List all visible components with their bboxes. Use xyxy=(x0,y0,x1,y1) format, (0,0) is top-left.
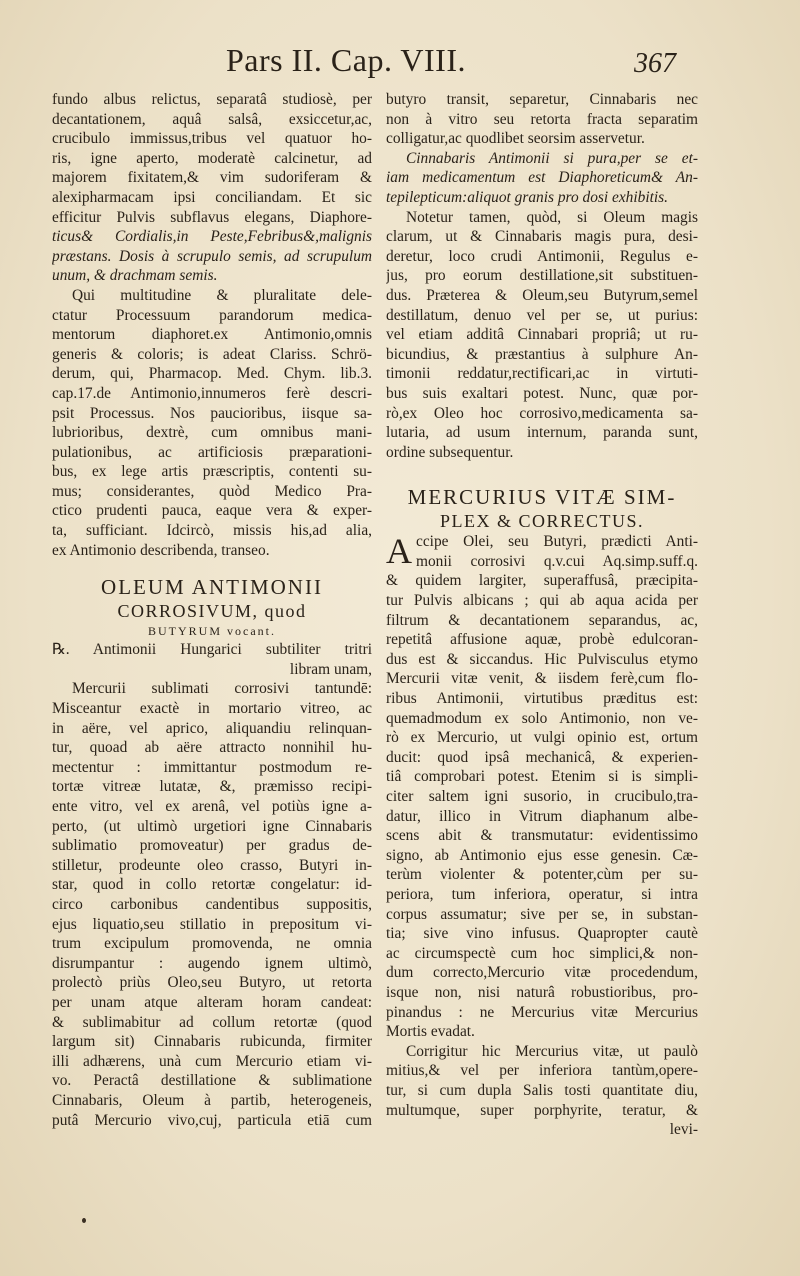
paragraph xyxy=(386,532,698,1041)
text-line: vel etiam additâ Cinnabari propriâ; ut ru- xyxy=(386,326,698,344)
text-line: monii corrosivi q.v.cui Aq.simp.suff.q. xyxy=(416,552,698,570)
text-line: Notetur tamen, quòd, si Oleum magis xyxy=(406,208,698,226)
section-subheading: CORROSIVUM, quod xyxy=(117,601,307,622)
text-line: majorem fixitatem,& vim sudoriferam & xyxy=(52,169,372,187)
text-line: terùm violenter & potenter,cùm per su- xyxy=(386,866,698,884)
text-line: ctico prudenti pauca, eaque vera & exper- xyxy=(52,502,372,520)
text-line: crucibulo immissus,tribus vel quatuor ho- xyxy=(52,130,372,148)
paragraph xyxy=(52,90,372,286)
ink-speck xyxy=(82,1218,86,1223)
text-line: Cinnabaris, Oleum à partib, heterogeneis, xyxy=(52,1091,372,1109)
text-line: signo, ab Antimonio ejus esse genesin. Cæ- xyxy=(386,846,698,864)
text-line: mentorum diaphoret.ex Antimonio,omnis xyxy=(52,326,372,344)
text-line: pinandus : ne Mercurius vitæ Mercurius xyxy=(386,1003,698,1021)
paragraph xyxy=(386,208,698,463)
text-line: datur, illico in Vitrum diaphanum albe- xyxy=(386,807,698,825)
text-line: circo carbonibus candentibus suppositis, xyxy=(52,895,372,913)
text-line: ribus Antimonii, virtutibus præditus est: xyxy=(386,690,698,708)
text-line: cap.17.de Antimonio,innumeros ferè descri- xyxy=(52,384,372,402)
text-line: bicundius, & præstantius à sulphure An- xyxy=(386,345,698,363)
text-line: alexipharmacam ipsi conciliandam. Et sic xyxy=(52,188,372,206)
text-line: ducit: quod ipsâ mechanicâ, & experien- xyxy=(386,748,698,766)
text-line: Cinnabaris Antimonii si pura,per se et- xyxy=(406,149,698,167)
text-line: pulationibus, ac artificiosis præparationi- xyxy=(52,443,372,461)
text-line: ex Antimonio describenda, transeo. xyxy=(52,541,270,559)
text-line: in aëre, vel aprico, aliquandiu relinquan- xyxy=(52,719,372,737)
running-title: Pars II. Cap. VIII. xyxy=(226,42,466,78)
text-line: destillatum, denuo vel per se, ut purius: xyxy=(386,306,698,324)
text-line: Qui multitudine & pluralitate dele- xyxy=(72,286,372,304)
text-line: butyro transit, separetur, Cinnabaris nec xyxy=(386,91,698,108)
text-line: trum excipulum promovenda, ne omnia xyxy=(52,935,372,953)
catchword: levi- xyxy=(669,1121,698,1139)
recipe xyxy=(52,640,372,679)
paragraph xyxy=(386,149,698,208)
text-line: jus, pro eorum destillatione,sit substituen- xyxy=(386,267,698,285)
text-line: bus suis exaltari potest. Nunc, quæ por- xyxy=(386,384,698,402)
text-line: clarum, ut & Cinnabaris magis pura, desi- xyxy=(386,228,698,246)
text-line: ctatur Processuum parandorum medica- xyxy=(52,306,372,324)
page-number: 367 xyxy=(634,48,676,79)
text-line: mectentur : immittantur postmodum re- xyxy=(52,758,372,776)
section-heading: MERCURIUS VITÆ SIM- xyxy=(407,485,677,510)
text-line: libram unam, xyxy=(289,660,372,678)
text-line: unum, & drachmam semis. xyxy=(52,267,218,285)
text-line: decantationem, aquâ salsâ, exsiccetur,ac, xyxy=(52,110,372,128)
right-column xyxy=(386,90,698,1140)
text-line: dum correcto,Mercurio vitæ procedendum, xyxy=(386,964,698,982)
text-line: tortæ vitreæ lutatæ, &, præmisso recipi- xyxy=(52,778,372,796)
text-line: tur, si cum dupla Salis tosti quantitate diu, xyxy=(386,1081,698,1099)
text-line: ente vitro, vel ex arenâ, vel potiùs igne a- xyxy=(52,798,372,815)
paragraph xyxy=(386,90,698,149)
text-line: ta, sufficiant. Idcircò, missis his,ad alia, xyxy=(52,522,372,540)
text-line: periora, tum inferiora, operatur, si intra xyxy=(386,885,698,903)
text-line: scens abit & transmutatur: evidentissimo xyxy=(386,827,698,845)
text-line: tur Pulvis albicans ; qui ab aqua acida per xyxy=(386,592,698,610)
text-line: colligatur,ac quodlibet seorsim asservetur. xyxy=(386,130,645,148)
text-line: dus est & siccandus. Hic Pulvisculus etymo xyxy=(386,650,698,668)
text-line: Corrigitur hic Mercurius vitæ, ut paulò xyxy=(406,1042,698,1060)
left-column xyxy=(52,90,372,1130)
text-line: ccipe Olei, seu Butyri, prædicti Anti- xyxy=(416,533,698,551)
section-subheading-small: BUTYRUM vocant. xyxy=(148,624,276,639)
text-line: repetitâ affusione aquæ, probè edulcoran- xyxy=(386,631,698,649)
text-line: psit Processus. Nos paucioribus, iisque sa- xyxy=(52,404,372,422)
text-line: lutaria, ad usum internum, paranda sunt, xyxy=(386,424,698,442)
text-line: Mercurii vitæ venit, & iisdem ferè,cum flo- xyxy=(386,670,698,688)
text-line: quemadmodum ex solo Antimonio, non ve- xyxy=(386,709,698,727)
text-line: deretur, loco crudi Antimonii, Regulus e- xyxy=(386,247,698,265)
section-subheading: PLEX & CORRECTUS. xyxy=(439,511,645,532)
text-line: ordine subsequentur. xyxy=(386,443,514,461)
text-line: bus, ex lege artis præscriptis, contenti su- xyxy=(52,463,372,481)
text-line: efficitur Pulvis subflavus elegans, Diaphore- xyxy=(52,208,372,226)
text-line: fundo albus relictus, separatâ studiosè, per xyxy=(52,91,372,108)
text-line: Mortis evadat. xyxy=(386,1023,475,1041)
text-line: præstans. Dosis à scrupulo semis, ad scrupulum xyxy=(52,247,372,265)
paragraph xyxy=(52,679,372,1130)
text-line: vo. Peractâ destillatione & sublimatione xyxy=(52,1072,372,1090)
text-line: stilletur, prodeunte oleo crasso, Butyri in- xyxy=(52,856,372,874)
text-line: tiâ comprobari potest. Etenim si is simpli- xyxy=(386,768,698,786)
text-line: rò,ex Oleo hoc corrosivo,medicamenta sa- xyxy=(386,404,698,422)
text-line: isque non, nisi naturâ robustioribus, pro- xyxy=(386,983,698,1001)
text-line: largum sit) Cinnabaris rubicunda, firmiter xyxy=(52,1033,372,1051)
text-line: perto, (ut ultimò urgetiori igne Cinnabaris xyxy=(52,817,372,835)
drop-cap: A xyxy=(386,531,412,572)
text-line: rò ex Mercurio, ut vulgi opinio est, ortum xyxy=(386,729,698,747)
text-line: ℞. Antimonii Hungarici subtiliter tritri xyxy=(52,641,372,659)
text-line: filtrum & decantationem separandus, ac, xyxy=(386,611,698,629)
text-line: per unam atque alteram horam candeat: xyxy=(52,993,372,1011)
text-line: sublimatio promoveatur) per gradus de- xyxy=(52,837,372,855)
text-line: lubrioribus, dextrè, cum omnibus mani- xyxy=(52,424,372,442)
text-line: timonii reddatur,rectificari,ac in virtuti- xyxy=(386,365,698,383)
text-line: illi adhærens, unà cum Mercurio etiam vi- xyxy=(52,1052,372,1070)
paragraph xyxy=(386,1042,698,1140)
text-line: ris, igne aperto, moderatè calcinetur, ad xyxy=(52,149,372,167)
text-line: putâ Mercurio vivo,cuj, particula etiā cum xyxy=(52,1111,372,1129)
text-line: Misceantur exactè in mortario vitreo, ac xyxy=(52,700,372,718)
text-line: ac circumspectè cum hoc simplici,& non- xyxy=(386,944,698,962)
text-line: multumque, super porphyrite, teratur, & xyxy=(386,1101,698,1119)
paragraph xyxy=(52,286,372,560)
text-line: mitius,& vel per inferiora tantùm,opere- xyxy=(386,1062,698,1080)
text-line: star, quod in collo retortæ congelatur: id- xyxy=(52,876,372,894)
text-line: prolectò priùs Oleo,seu Butyro, ut retorta xyxy=(52,974,372,992)
text-line: corpus assumatur; sive per se, in substan- xyxy=(386,905,698,923)
text-line: disrumpantur : augendo ignem ultimò, xyxy=(52,954,372,972)
text-line: iam medicamentum est Diaphoreticum& An- xyxy=(386,169,698,187)
text-line: mus; considerantes, quòd Medico Pra- xyxy=(52,482,372,500)
text-line: tepilepticum:aliquot granis pro dosi exhibitis. xyxy=(386,188,668,206)
text-line: ejus liquatio,seu stillatio in prepositum vi- xyxy=(52,915,372,933)
text-line: citer saltem igni susorio, in crucibulo,tra- xyxy=(386,788,698,805)
text-line: tur, quoad ab aëre attracto nonnihil hu- xyxy=(52,739,372,757)
text-line: dus. Præterea & Oleum,seu Butyrum,semel xyxy=(386,286,698,304)
text-line: generis & coloris; is adeat Clariss. Schrö- xyxy=(52,345,372,363)
text-line: derum, qui, Pharmacop. Med. Chym. lib.3. xyxy=(52,365,372,383)
text-line: & sublimabitur ad collum retortæ (quod xyxy=(52,1013,372,1031)
text-line: non à vitro seu retorta fracta separatim xyxy=(386,110,698,128)
text-line: & quidem largiter, superaffusâ, præcipita- xyxy=(386,572,698,590)
text-line: tia; sive vino infusus. Quapropter cautè xyxy=(386,925,698,943)
text-line: ticus& Cordialis,in Peste,Febribus&,malignis xyxy=(52,228,372,246)
section-heading: OLEUM ANTIMONII xyxy=(101,575,323,600)
text-line: Mercurii sublimati corrosivi tantundē: xyxy=(72,680,372,698)
